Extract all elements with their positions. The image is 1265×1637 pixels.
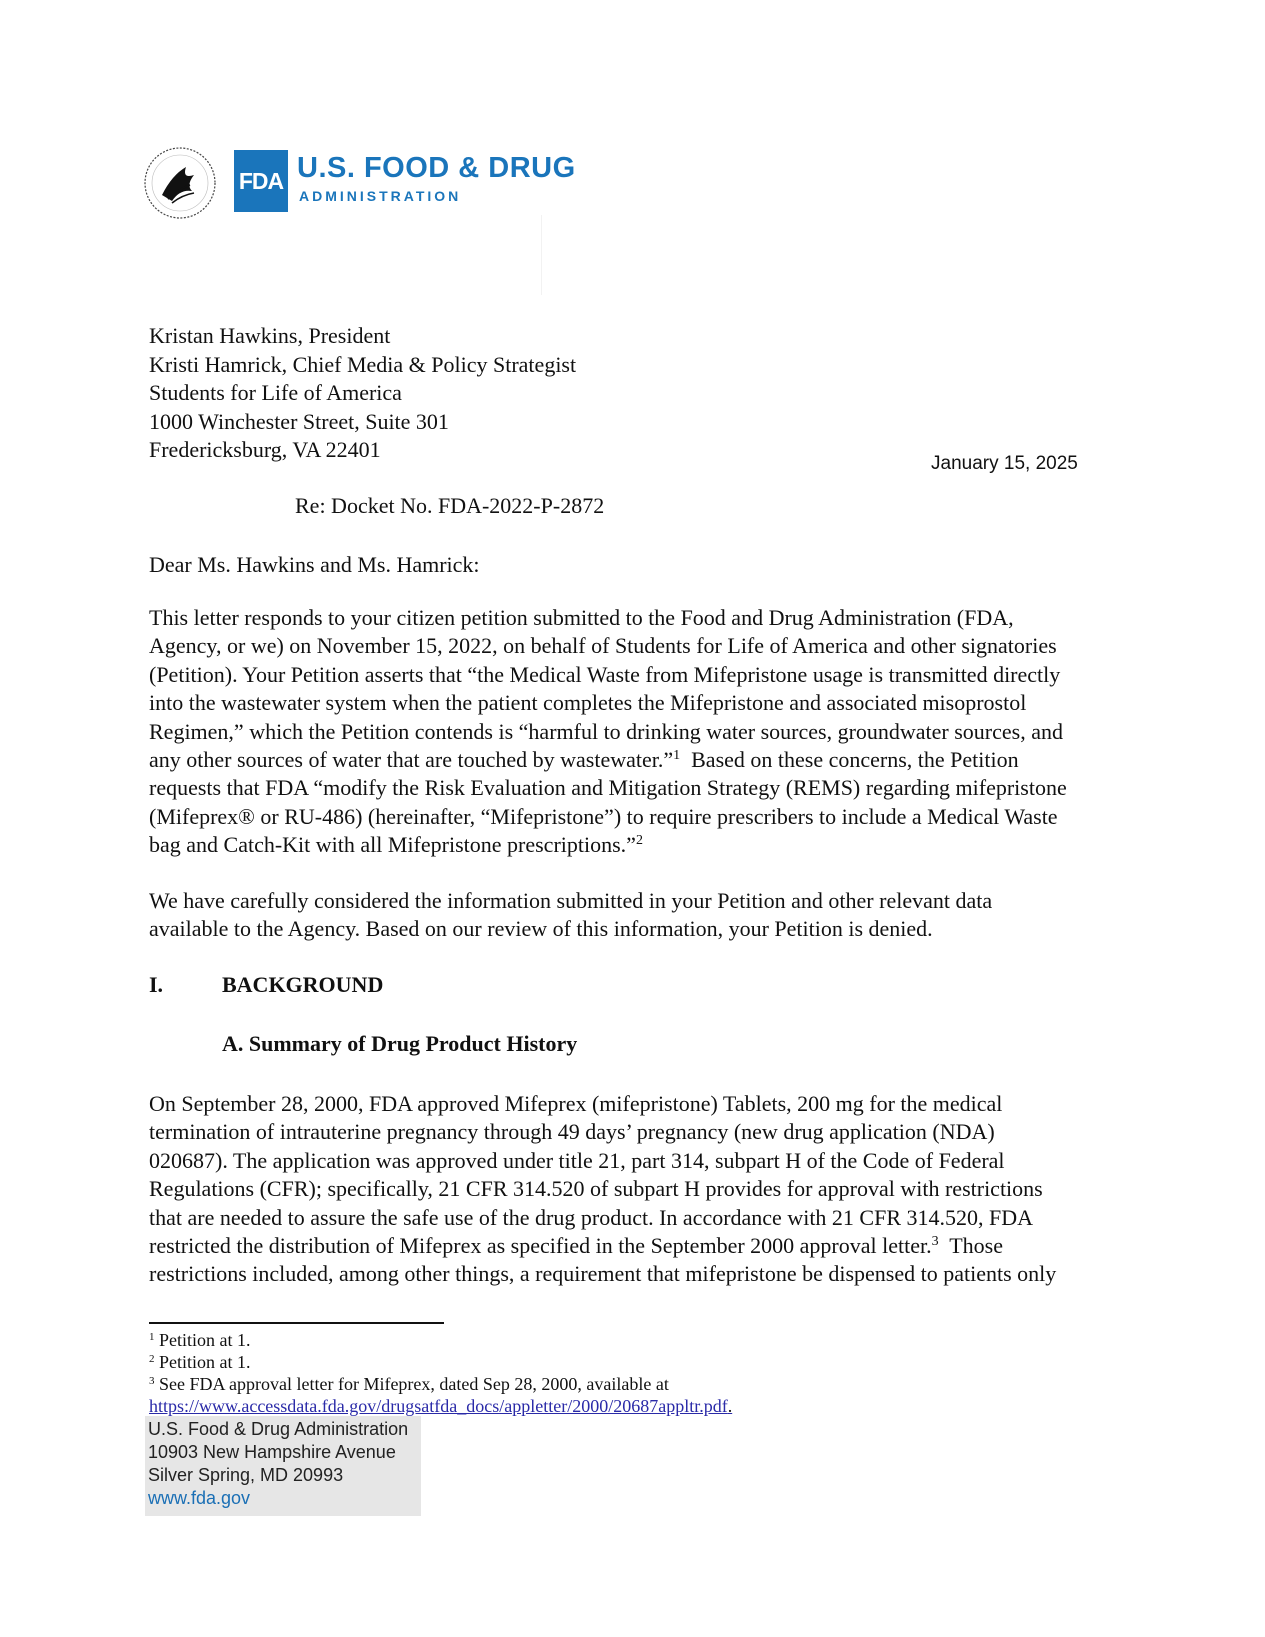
text-line: On September 28, 2000, FDA approved Mifeprex (mifepristone) Tablets, 200 mg for the medical — [149, 1091, 1003, 1116]
footnote-1 — [149, 1330, 251, 1351]
section-number: I. — [149, 972, 164, 997]
paragraph-intro — [149, 604, 1169, 860]
salutation: Dear Ms. Hawkins and Ms. Hamrick: — [149, 552, 480, 577]
approval-letter-link[interactable]: https://www.accessdata.fda.gov/drugsatfda_docs/appletter/2000/20687appltr.pdf — [149, 1396, 728, 1416]
address-line: Kristi Hamrick, Chief Media & Policy Strategist — [149, 351, 577, 377]
footnote-divider — [149, 1322, 444, 1324]
text-span: restricted the distribution of Mifeprex as specified in the September 2000 approval letter. — [149, 1233, 932, 1259]
footnote-text: See FDA approval letter for Mifeprex, dated Sep 28, 2000, available at — [154, 1374, 669, 1394]
text-line: 020687). The application was approved under title 21, part 314, subpart H of the Code of Federal — [149, 1147, 1005, 1173]
text-line: Regimen,” which the Petition contends is “harmful to drinking water sources, groundwater sources, and — [149, 718, 1063, 744]
footnote-period: . — [727, 1396, 733, 1416]
recipient-address — [149, 322, 576, 465]
text-line — [149, 831, 1169, 859]
text-line: restrictions included, among other things, a requirement that mifepristone be dispensed to patients only — [149, 1261, 1057, 1287]
subsection-title: A. Summary of Drug Product History — [222, 1031, 578, 1056]
text-span: Based on these concerns, the Petition — [680, 747, 1019, 773]
letterhead-logo — [142, 140, 576, 290]
footnote-3-link-line — [149, 1396, 732, 1417]
text-line: Agency, or we) on November 15, 2022, on behalf of Students for Life of America and other signatories — [149, 633, 1057, 659]
text-line: into the wastewater system when the patient completes the Mifepristone and associated misoprostol — [149, 690, 1027, 716]
hhs-eagle-seal-icon — [142, 145, 218, 221]
footer-address — [148, 1418, 408, 1510]
footnote-ref[interactable]: 2 — [635, 833, 643, 849]
text-line: Regulations (CFR); specifically, 21 CFR 314.520 of subpart H provides for approval with restrictions — [149, 1176, 1043, 1202]
footnote-3 — [149, 1374, 669, 1395]
footnote-ref[interactable]: 3 — [931, 1234, 939, 1250]
footer-line: Silver Spring, MD 20993 — [148, 1465, 344, 1485]
paragraph-decision — [149, 887, 1169, 944]
text-span: any other sources of water that are touched by wastewater.” — [149, 747, 674, 773]
footnote-2 — [149, 1352, 251, 1373]
text-line — [149, 746, 1169, 774]
footnote-text: Petition at 1. — [154, 1330, 251, 1350]
text-line: that are needed to assure the safe use of the drug product. In accordance with 21 CFR 314.520, FDA — [149, 1204, 1034, 1230]
fda-website-link[interactable]: www.fda.gov — [148, 1488, 251, 1508]
re-line: Re: Docket No. FDA-2022-P-2872 — [295, 493, 605, 518]
footnote-text: Petition at 1. — [154, 1352, 251, 1372]
fda-logo-box: FDA — [234, 150, 288, 212]
agency-name: U.S. FOOD & DRUG — [297, 152, 576, 184]
text-span: bag and Catch-Kit with all Mifepristone prescriptions.” — [149, 832, 636, 858]
address-line: Students for Life of America — [149, 380, 402, 405]
text-span: Those — [938, 1233, 1003, 1259]
footnote-ref[interactable]: 1 — [673, 748, 681, 764]
address-line: 1000 Winchester Street, Suite 301 — [149, 408, 449, 434]
footnote-number: 2 — [149, 1353, 155, 1365]
text-line: We have carefully considered the information submitted in your Petition and other relevant data — [149, 888, 993, 913]
address-line: Fredericksburg, VA 22401 — [149, 437, 381, 462]
paragraph-history — [149, 1090, 1169, 1289]
footnote-number: 3 — [149, 1375, 155, 1387]
agency-subname: ADMINISTRATION — [299, 188, 462, 204]
text-line: available to the Agency. Based on our review of this information, your Petition is denied. — [149, 916, 933, 942]
letter-date: January 15, 2025 — [931, 453, 1078, 474]
section-title: BACKGROUND — [222, 972, 384, 997]
text-line: requests that FDA “modify the Risk Evaluation and Mitigation Strategy (REMS) regarding mifepristone — [149, 775, 1067, 801]
text-line: termination of intrauterine pregnancy through 49 days’ pregnancy (new drug application (NDA) — [149, 1119, 995, 1145]
text-line: (Mifeprex® or RU-486) (hereinafter, “Mifepristone”) to require prescribers to include a Medical Waste — [149, 803, 1058, 829]
footer-line: U.S. Food & Drug Administration — [148, 1419, 409, 1439]
divider — [541, 215, 542, 295]
text-line — [149, 1232, 1169, 1260]
footnote-number: 1 — [149, 1331, 155, 1343]
address-line: Kristan Hawkins, President — [149, 323, 391, 348]
text-line: This letter responds to your citizen petition submitted to the Food and Drug Administration (FDA, — [149, 605, 1014, 630]
footer-line: 10903 New Hampshire Avenue — [148, 1442, 396, 1462]
text-line: (Petition). Your Petition asserts that “the Medical Waste from Mifepristone usage is transmitted directly — [149, 661, 1061, 687]
